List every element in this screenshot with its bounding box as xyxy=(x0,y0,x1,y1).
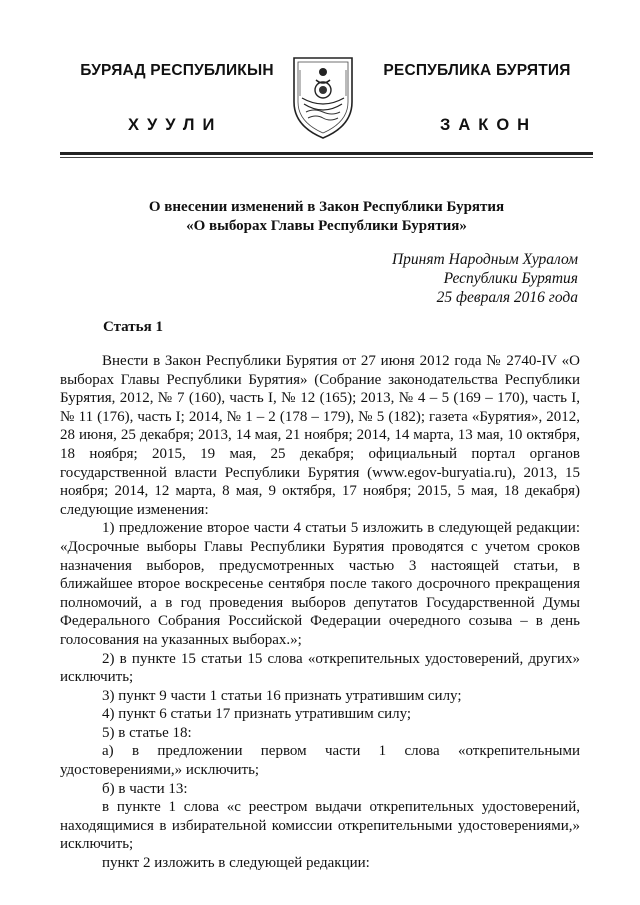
header-left-title: БУРЯАД РЕСПУБЛИКЫН xyxy=(80,62,274,79)
law-title xyxy=(60,198,593,236)
coat-of-arms-icon xyxy=(290,50,356,142)
header-divider-thick xyxy=(60,152,593,155)
body-paragraph: б) в части 13: xyxy=(102,780,188,797)
article-body xyxy=(60,352,580,873)
body-paragraph: 1) предложение второе части 4 статьи 5 изложить в следующей редакции: «Досрочные выборы Главы Республики Бурятия проводятся с учетом сроков назначения выборов, предусмотренных частью 3 настоящей статьи, в ближайшее второе воскресенье сентября после такого досрочного прекращения полномочий, а в год проведения выборов депутатов Государственной Думы Федерального Собрания Российской Федерации очередного созыва – в день голосования на указанных выборах.»; xyxy=(60,520,580,648)
article-heading: Статья 1 xyxy=(103,319,163,335)
body-paragraph: в пункте 1 слова «с реестром выдачи открепительных удостоверений, находящимися в избирательной комиссии открепительными удостоверениями,» исключить; xyxy=(60,799,580,853)
body-paragraph: 5) в статье 18: xyxy=(102,724,192,741)
law-title-line-2: «О выборах Главы Республики Бурятия» xyxy=(186,218,467,234)
body-paragraph: 3) пункт 9 части 1 статьи 16 признать утратившим силу; xyxy=(102,687,462,704)
body-paragraph: Внести в Закон Республики Бурятия от 27 июня 2012 года № 2740-IV «О выборах Главы Республики Бурятия» (Собрание законодательства Республики Бурятия, 2012, № 7 (160), часть I, № 12 (165); 2013, № 4 – 5 (169 – 170), часть I, № 11 (176), часть I; 2014, № 1 – 2 (178 – 179), № 5 (182); газета «Бурятия», 2012, 28 июня, 25 декабря; 2013, 14 мая, 21 ноября; 2014, 14 марта, 13 мая, 10 октября, 18 ноября; 2015, 19 мая, 25 декабря; официальный портал органов государственной власти Республики Бурятия (www.egov-buryatia.ru), 2013, 15 ноября; 2014, 12 марта, 8 мая, 9 октября, 17 ноября; 2015, 5 мая, 18 декабря) следующие изменения: xyxy=(60,353,580,518)
body-paragraph: а) в предложении первом части 1 слова «открепительными удостоверениями,» исключить; xyxy=(60,743,580,779)
law-title-line-1: О внесении изменений в Закон Республики Бурятия xyxy=(148,199,505,215)
header-right-subtitle: ЗАКОН xyxy=(440,116,538,134)
header-right-title: РЕСПУБЛИКА БУРЯТИЯ xyxy=(383,62,571,79)
adoption-note-line-2: Республики Бурятия xyxy=(443,270,578,287)
adoption-note xyxy=(360,250,578,307)
adoption-note-line-1: Принят Народным Хуралом xyxy=(391,251,578,268)
header-left-subtitle: ХУУЛИ xyxy=(128,116,223,134)
adoption-date: 25 февраля 2016 года xyxy=(436,289,578,306)
header-divider-thin xyxy=(60,157,593,158)
body-paragraph: пункт 2 изложить в следующей редакции: xyxy=(102,855,370,872)
body-paragraph: 4) пункт 6 статьи 17 признать утратившим силу; xyxy=(102,706,412,723)
body-paragraph: 2) в пункте 15 статьи 15 слова «открепительных удостоверений, других» исключить; xyxy=(60,650,580,686)
